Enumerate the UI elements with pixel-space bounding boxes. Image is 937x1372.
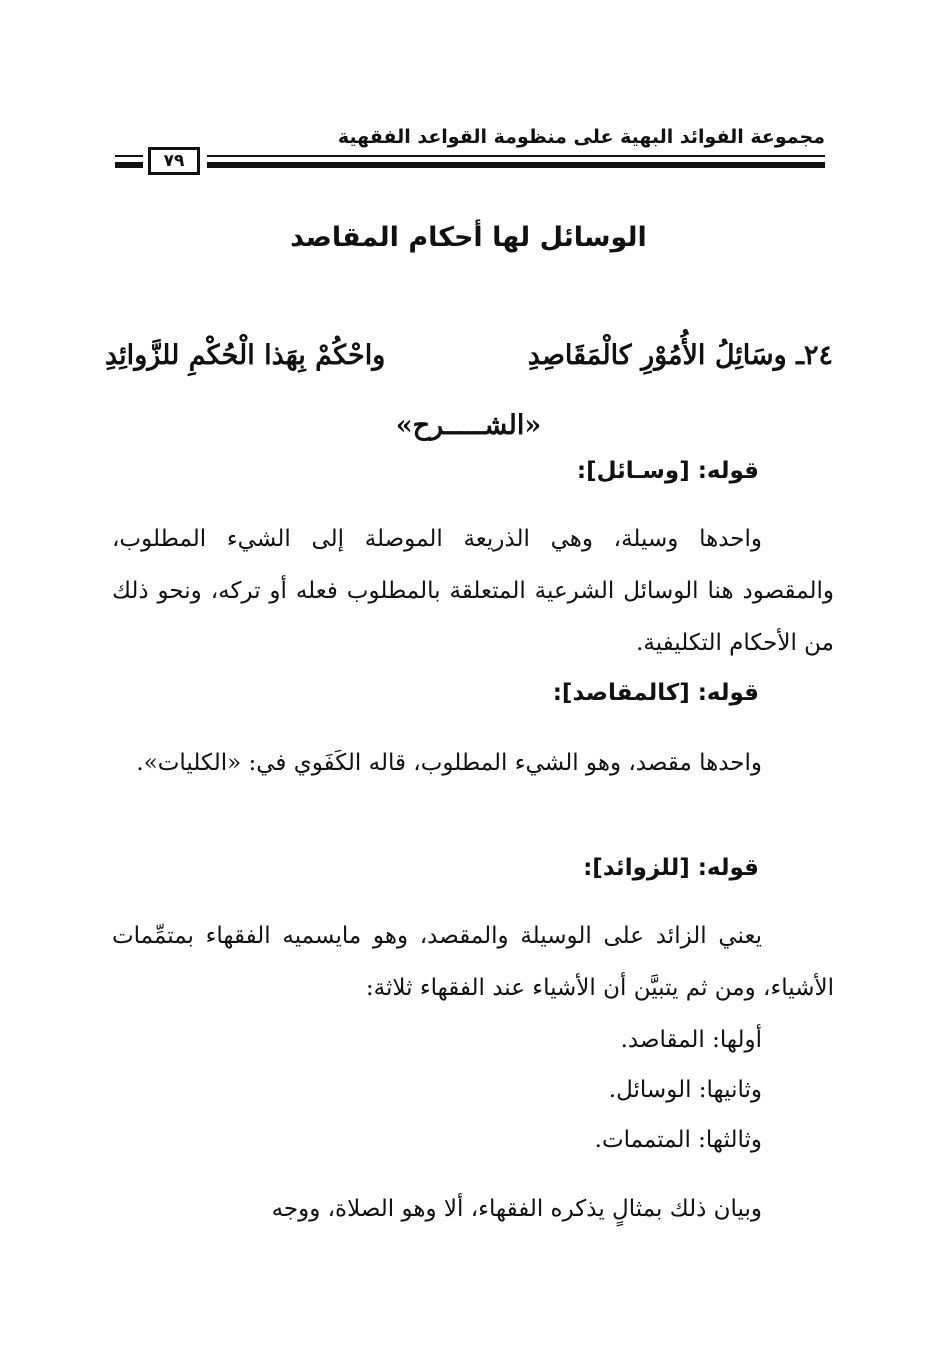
running-header: مجموعة الفوائد البهية على منظومة القواعد الفقهية <box>337 126 825 148</box>
paragraph-text: يعني الزائد على الوسيلة والمقصد، وهو مايسميه الفقهاء بمتمِّمات الأشياء، ومن ثم يتبيَّن أن الأشياء عند الفقهاء ثلاثة: <box>112 923 834 1001</box>
closing-paragraph <box>112 1183 834 1235</box>
paragraph-text: وبيان ذلك بمثالٍ يذكره الفقهاء، ألا وهو الصلاة، ووجه <box>271 1196 762 1222</box>
header-rule-short <box>115 155 143 168</box>
commentary-paragraph <box>112 737 834 789</box>
list-item: وثانيها: الوسائل. <box>608 1077 762 1103</box>
commentary-paragraph <box>112 513 834 669</box>
header-rule <box>207 155 825 168</box>
list-item: أولها: المقاصد. <box>620 1027 762 1053</box>
list-item: وثالثها: المتممات. <box>594 1127 762 1153</box>
chapter-title: الوسائل لها أحكام المقاصد <box>290 222 647 253</box>
poem-verse <box>105 340 833 388</box>
commentary-title: «الشـــــرح» <box>395 410 542 441</box>
verse-first-hemistich: ٢٤ـ وسَائِلُ الأُمُوْرِ كالْمَقَاصِدِ <box>527 340 833 371</box>
paragraph-text: واحدها وسيلة، وهي الذريعة الموصلة إلى الشيء المطلوب، والمقصود هنا الوسائل الشرعية المتعلقة بالمطلوب فعله أو تركه، ونحو ذلك من الأحكام التكليفية. <box>112 526 834 656</box>
commentary-paragraph <box>112 910 834 1014</box>
paragraph-text: واحدها مقصد، وهو الشيء المطلوب، قاله الكَفَوي في: «الكليات». <box>136 750 762 776</box>
verse-second-hemistich: واحْكُمْ بِهَذا الْحُكْمِ للزَّوائِدِ <box>105 340 386 371</box>
lemma-heading: قوله: [للزوائد]: <box>583 855 759 881</box>
page-number: ٧٩ <box>148 147 200 175</box>
lemma-heading: قوله: [وسـائل]: <box>576 458 759 484</box>
lemma-heading: قوله: [كالمقاصد]: <box>552 680 759 706</box>
